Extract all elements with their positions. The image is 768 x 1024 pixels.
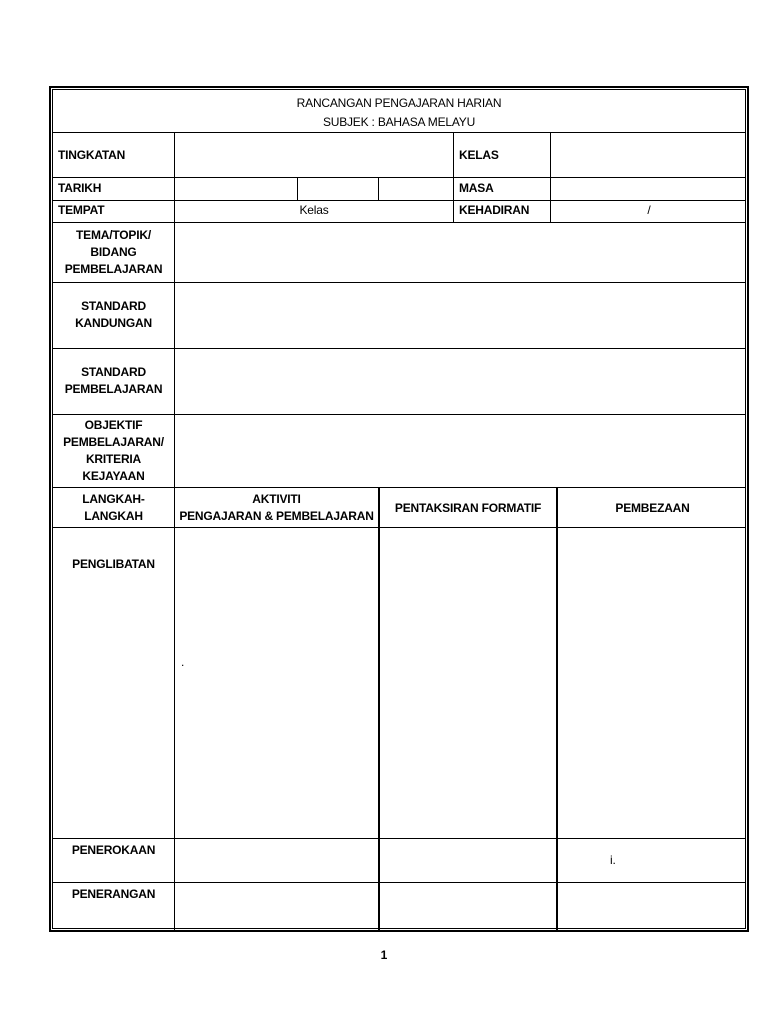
kehadiran-value[interactable]: / xyxy=(647,203,651,217)
tema-topik-field[interactable] xyxy=(175,223,747,282)
penerangan-aktiviti-field[interactable] xyxy=(175,883,378,928)
langkah-header xyxy=(53,491,174,525)
penglibatan-pembezaan-field[interactable] xyxy=(558,528,747,838)
sk-line-2: KANDUNGAN xyxy=(75,316,152,330)
tingkatan-label: TINGKATAN xyxy=(58,148,126,162)
sk-line-1: STANDARD xyxy=(81,299,146,313)
masa-label: MASA xyxy=(459,181,494,195)
tempat-label: TEMPAT xyxy=(58,203,105,217)
tema-line-1: TEMA/TOPIK/ xyxy=(76,228,151,242)
standard-pembelajaran-label xyxy=(53,364,174,398)
tarikh-label: TARIKH xyxy=(58,181,102,195)
sp-line-1: STANDARD xyxy=(81,365,146,379)
divider xyxy=(53,487,745,488)
penerokaan-pembezaan-item: i. xyxy=(610,853,616,867)
pentaksiran-header: PENTAKSIRAN FORMATIF xyxy=(394,501,542,515)
tema-topik-label xyxy=(53,227,174,278)
divider xyxy=(453,132,454,222)
tarikh-field-day[interactable] xyxy=(175,178,297,200)
tingkatan-field[interactable] xyxy=(175,133,453,177)
kelas-label: KELAS xyxy=(459,148,499,162)
penglibatan-label: PENGLIBATAN xyxy=(72,557,155,571)
penerangan-label: PENERANGAN xyxy=(71,887,156,901)
tema-line-2: BIDANG xyxy=(90,245,137,259)
tarikh-field-month[interactable] xyxy=(298,178,378,200)
penerangan-pembezaan-field[interactable] xyxy=(558,883,747,928)
obj-line-2: PEMBELAJARAN/ xyxy=(63,435,164,449)
penglibatan-pentaksiran-field[interactable] xyxy=(380,528,556,838)
kelas-field[interactable] xyxy=(551,133,747,177)
penerokaan-pembezaan-field[interactable] xyxy=(558,839,747,882)
pembezaan-header: PEMBEZAAN xyxy=(615,501,690,515)
tarikh-field-year[interactable] xyxy=(379,178,453,200)
penerangan-pentaksiran-field[interactable] xyxy=(380,883,556,928)
kehadiran-label: KEHADIRAN xyxy=(459,203,530,217)
subject-label: SUBJEK : BAHASA MELAYU xyxy=(322,115,476,129)
penerokaan-label: PENEROKAAN xyxy=(71,843,156,857)
penerokaan-pentaksiran-field[interactable] xyxy=(380,839,556,882)
page-number: 1 xyxy=(380,948,388,962)
penglibatan-dot: . xyxy=(181,655,185,669)
standard-pembelajaran-field[interactable] xyxy=(175,349,747,414)
tempat-value[interactable]: Kelas xyxy=(299,203,329,217)
divider xyxy=(53,200,745,201)
langkah-line-1: LANGKAH- xyxy=(82,492,145,506)
penerokaan-aktiviti-field[interactable] xyxy=(175,839,378,882)
page-title: RANCANGAN PENGAJARAN HARIAN xyxy=(296,96,502,110)
sp-line-2: PEMBELAJARAN xyxy=(64,382,163,396)
obj-line-4: KEJAYAAN xyxy=(82,469,145,483)
masa-field[interactable] xyxy=(551,178,747,200)
penglibatan-aktiviti-field[interactable] xyxy=(175,528,378,838)
standard-kandungan-label xyxy=(53,298,174,332)
obj-line-3: KRITERIA xyxy=(85,452,142,466)
aktiviti-line-2: PENGAJARAN & PEMBELAJARAN xyxy=(179,509,374,523)
objektif-label xyxy=(53,417,174,485)
objektif-field[interactable] xyxy=(175,415,747,487)
tema-line-3: PEMBELAJARAN xyxy=(64,262,163,276)
lesson-plan-form xyxy=(52,89,746,929)
aktiviti-header xyxy=(175,491,378,525)
lesson-plan-frame xyxy=(49,86,749,932)
aktiviti-line-1: AKTIVITI xyxy=(252,492,301,506)
standard-kandungan-field[interactable] xyxy=(175,283,747,348)
obj-line-1: OBJEKTIF xyxy=(84,418,143,432)
langkah-line-2: LANGKAH xyxy=(84,509,143,523)
